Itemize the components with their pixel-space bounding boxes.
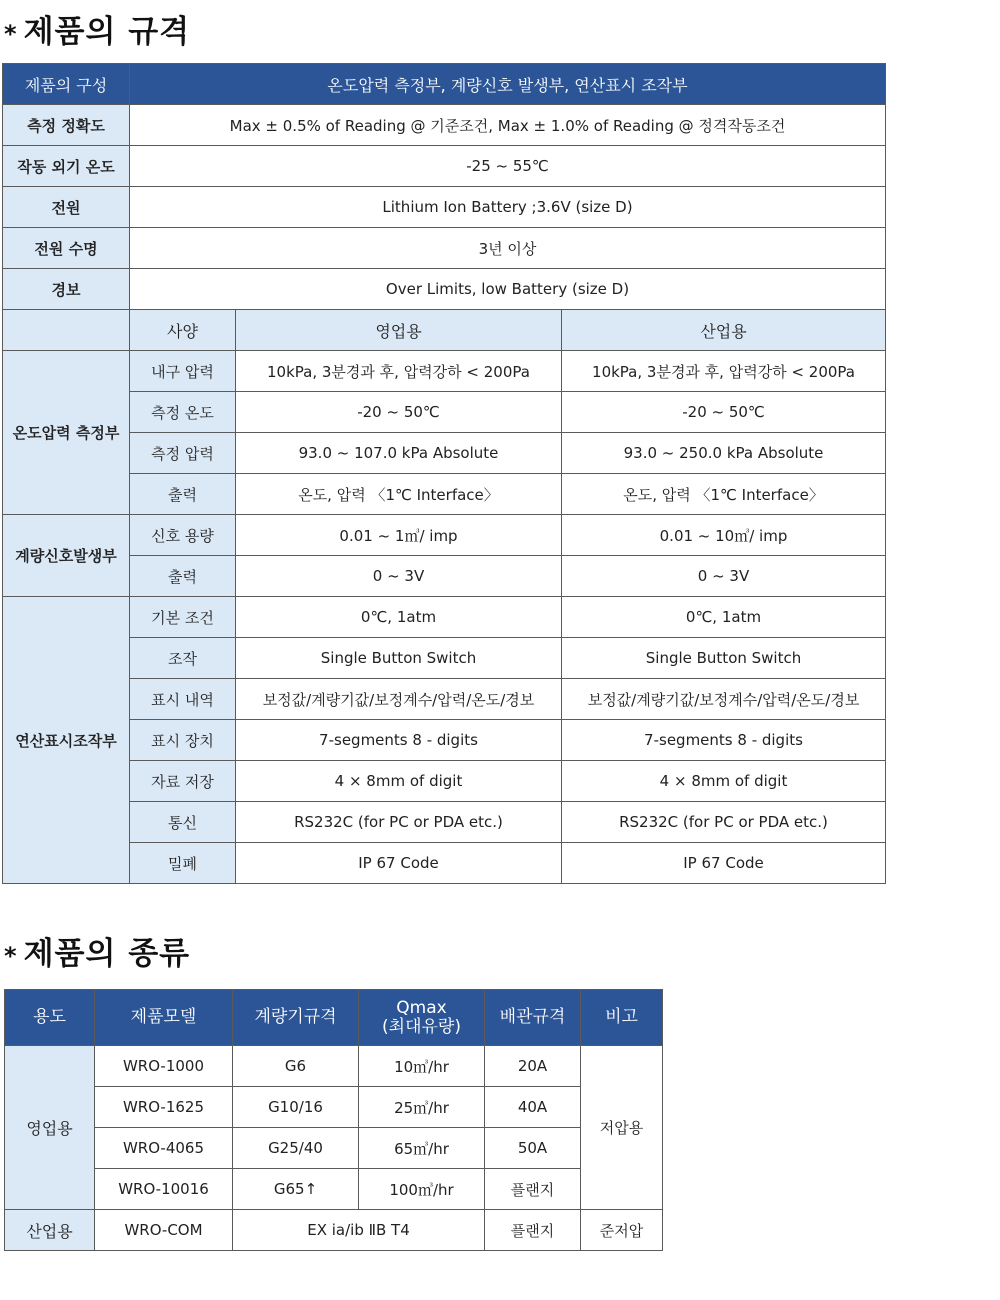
- detail-commercial: 0.01 ~ 1㎥/ imp: [236, 515, 562, 556]
- detail-spec: 표시 내역: [130, 679, 236, 720]
- spec-detail-row: [3, 761, 886, 802]
- spec-row: [3, 105, 886, 146]
- spec-row: [3, 228, 886, 269]
- detail-industrial: Single Button Switch: [562, 638, 886, 679]
- detail-commercial: 7-segments 8 - digits: [236, 720, 562, 761]
- header-label: 제품의 구성: [3, 64, 130, 105]
- detail-spec: 측정 압력: [130, 433, 236, 474]
- spec-detail-row: [3, 843, 886, 884]
- row-label: 경보: [3, 269, 130, 310]
- detail-industrial: 온도, 압력 〈1℃ Interface〉: [562, 474, 886, 515]
- model-cell: WRO-COM: [95, 1210, 233, 1251]
- row-label: 측정 정확도: [3, 105, 130, 146]
- detail-industrial: IP 67 Code: [562, 843, 886, 884]
- spec-detail-row: [3, 433, 886, 474]
- detail-commercial: 0 ~ 3V: [236, 556, 562, 597]
- row-value: -25 ~ 55℃: [130, 146, 886, 187]
- use-commercial: 영업용: [5, 1046, 95, 1210]
- spec-detail-row: [3, 679, 886, 720]
- pipe-cell: 50A: [485, 1128, 581, 1169]
- detail-commercial: 보정값/계량기값/보정계수/압력/온도/경보: [236, 679, 562, 720]
- pipe-cell: 40A: [485, 1087, 581, 1128]
- meter-spec-cell: G65↑: [233, 1169, 359, 1210]
- detail-spec: 내구 압력: [130, 351, 236, 392]
- spec-detail-row: [3, 638, 886, 679]
- header-value: 온도압력 측정부, 계량신호 발생부, 연산표시 조작부: [130, 64, 886, 105]
- detail-industrial: 0℃, 1atm: [562, 597, 886, 638]
- header-qmax-label: Qmax: [396, 997, 447, 1018]
- detail-spec: 밀폐: [130, 843, 236, 884]
- detail-industrial: -20 ~ 50℃: [562, 392, 886, 433]
- detail-industrial: 0.01 ~ 10㎥/ imp: [562, 515, 886, 556]
- detail-commercial: RS232C (for PC or PDA etc.): [236, 802, 562, 843]
- group-label: 연산표시조작부: [3, 597, 130, 884]
- detail-industrial: 10kPa, 3분경과 후, 압력강하 < 200Pa: [562, 351, 886, 392]
- header-qmax: [359, 990, 485, 1046]
- group-label: 온도압력 측정부: [3, 351, 130, 515]
- subheader-spec: 사양: [130, 310, 236, 351]
- types-row: [5, 1046, 663, 1087]
- qmax-cell: 100㎥/hr: [359, 1169, 485, 1210]
- pipe-cell: 플랜지: [485, 1169, 581, 1210]
- spec-detail-row: [3, 515, 886, 556]
- meter-spec-cell: G10/16: [233, 1087, 359, 1128]
- detail-commercial: Single Button Switch: [236, 638, 562, 679]
- row-label: 작동 외기 온도: [3, 146, 130, 187]
- detail-commercial: IP 67 Code: [236, 843, 562, 884]
- row-label: 전원 수명: [3, 228, 130, 269]
- spec-detail-row: [3, 351, 886, 392]
- group-label: 계량신호발생부: [3, 515, 130, 597]
- model-cell: WRO-4065: [95, 1128, 233, 1169]
- header-meter-spec: 계량기규격: [233, 990, 359, 1046]
- pipe-cell: 플랜지: [485, 1210, 581, 1251]
- header-model: 제품모델: [95, 990, 233, 1046]
- spec-detail-row: [3, 556, 886, 597]
- header-use: 용도: [5, 990, 95, 1046]
- spec-detail-row: [3, 392, 886, 433]
- detail-commercial: 4 × 8mm of digit: [236, 761, 562, 802]
- types-header-row: [5, 990, 663, 1046]
- detail-spec: 출력: [130, 474, 236, 515]
- detail-industrial: 보정값/계량기값/보정계수/압력/온도/경보: [562, 679, 886, 720]
- meter-spec-cell: G25/40: [233, 1128, 359, 1169]
- detail-spec: 표시 장치: [130, 720, 236, 761]
- use-industrial: 산업용: [5, 1210, 95, 1251]
- note-industrial: 준저압: [581, 1210, 663, 1251]
- detail-commercial: 93.0 ~ 107.0 kPa Absolute: [236, 433, 562, 474]
- detail-commercial: 0℃, 1atm: [236, 597, 562, 638]
- header-note: 비고: [581, 990, 663, 1046]
- model-cell: WRO-10016: [95, 1169, 233, 1210]
- types-section-title: * 제품의 종류: [4, 936, 191, 972]
- subheader-industrial: 산업용: [562, 310, 886, 351]
- detail-spec: 기본 조건: [130, 597, 236, 638]
- detail-industrial: 7-segments 8 - digits: [562, 720, 886, 761]
- spec-section-title: * 제품의 규격: [4, 14, 191, 50]
- detail-spec: 측정 온도: [130, 392, 236, 433]
- detail-industrial: 4 × 8mm of digit: [562, 761, 886, 802]
- detail-spec: 통신: [130, 802, 236, 843]
- detail-spec: 신호 용량: [130, 515, 236, 556]
- meter-spec-cell: G6: [233, 1046, 359, 1087]
- header-pipe: 배관규격: [485, 990, 581, 1046]
- row-value: Max ± 0.5% of Reading @ 기준조건, Max ± 1.0% of Reading @ 정격작동조건: [130, 105, 886, 146]
- types-row: [5, 1210, 663, 1251]
- spec-table: [2, 63, 886, 884]
- row-label: 전원: [3, 187, 130, 228]
- detail-commercial: -20 ~ 50℃: [236, 392, 562, 433]
- spec-detail-row: [3, 720, 886, 761]
- detail-commercial: 10kPa, 3분경과 후, 압력강하 < 200Pa: [236, 351, 562, 392]
- subheader-blank: [3, 310, 130, 351]
- types-table: [4, 989, 663, 1251]
- spec-detail-row: [3, 802, 886, 843]
- row-value: Over Limits, low Battery (size D): [130, 269, 886, 310]
- qmax-cell: 65㎥/hr: [359, 1128, 485, 1169]
- spec-detail-row: [3, 474, 886, 515]
- spec-detail-row: [3, 597, 886, 638]
- row-value: Lithium Ion Battery ;3.6V (size D): [130, 187, 886, 228]
- types-row: [5, 1128, 663, 1169]
- spec-row: [3, 269, 886, 310]
- detail-industrial: 0 ~ 3V: [562, 556, 886, 597]
- spec-subheader-row: [3, 310, 886, 351]
- qmax-cell: 10㎥/hr: [359, 1046, 485, 1087]
- industrial-spec-cell: EX ia/ib ⅡB T4: [233, 1210, 485, 1251]
- spec-row: [3, 146, 886, 187]
- detail-spec: 조작: [130, 638, 236, 679]
- types-row: [5, 1087, 663, 1128]
- detail-spec: 출력: [130, 556, 236, 597]
- model-cell: WRO-1000: [95, 1046, 233, 1087]
- qmax-cell: 25㎥/hr: [359, 1087, 485, 1128]
- model-cell: WRO-1625: [95, 1087, 233, 1128]
- spec-header-row: [3, 64, 886, 105]
- note-commercial: 저압용: [581, 1046, 663, 1210]
- subheader-commercial: 영업용: [236, 310, 562, 351]
- detail-commercial: 온도, 압력 〈1℃ Interface〉: [236, 474, 562, 515]
- spec-row: [3, 187, 886, 228]
- pipe-cell: 20A: [485, 1046, 581, 1087]
- detail-industrial: 93.0 ~ 250.0 kPa Absolute: [562, 433, 886, 474]
- types-row: [5, 1169, 663, 1210]
- detail-spec: 자료 저장: [130, 761, 236, 802]
- detail-industrial: RS232C (for PC or PDA etc.): [562, 802, 886, 843]
- row-value: 3년 이상: [130, 228, 886, 269]
- header-qmax-sub: (최대유량): [382, 1016, 461, 1037]
